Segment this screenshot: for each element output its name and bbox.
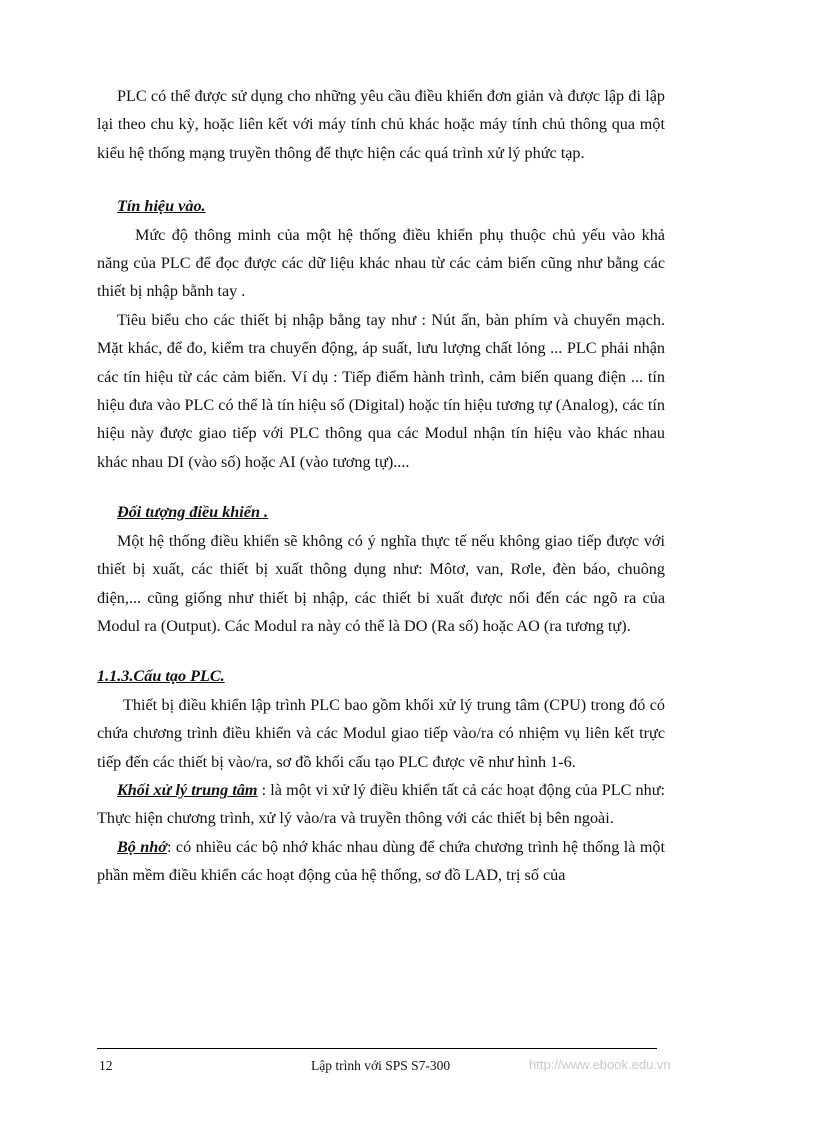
input-signal-heading-text: Tín hiệu vào [117,197,202,216]
cpu-lead-term: Khối xử lý trung tâm [117,780,258,799]
input-signal-heading: Tín hiệu vào. [117,197,206,216]
intro-paragraph: PLC có thể được sử dụng cho những yêu cầu điều khiển đơn giản và được lập đi lập lại theo chu kỳ, hoặc liên kết với máy tính chủ khác hoặc máy tính chủ thông qua một kiểu hệ thống mạng truyền thông để thực hiện các quá trình xử lý phức tạp. [97,87,665,162]
page-footer [97,1048,671,1073]
output-object-paragraph: Một hệ thống điều khiển sẽ không có ý nghĩa thực tế nếu không giao tiếp được với thiết bị xuất, các thiết bị xuất thông dụng như: Môtơ, van, Rơle, đèn báo, chuông điện,... cũng giống như thiết bị nhập, các thiết bi xuất được nối đến các ngõ ra của Modul ra (Output). Các Modul ra này có thể là DO (Ra số) hoặc AO (ra tương tự). [97,531,665,635]
cpu-paragraph: Khối xử lý trung tâm : là một vi xử lý điều khiển tất cả các hoạt động của PLC như: Thực hiện chương trình, xử lý vào/ra và truyền thông với các thiết bị bên ngoài. [97,780,665,828]
plc-structure-paragraph: Thiết bị điều khiển lập trình PLC bao gồm khối xử lý trung tâm (CPU) trong đó có chứa chương trình điều khiển và các Modul giao tiếp vào/ra có nhiệm vụ liên kết trực tiếp đến các thiết bị vào/ra, sơ đồ khối cấu tạo PLC được vẽ như hình 1-6. [97,695,665,771]
memory-paragraph: Bộ nhớ: có nhiều các bộ nhớ khác nhau dùng để chứa chương trình hệ thống là một phần mềm điều khiển các hoạt động của hệ thống, sơ đồ LAD, trị số của [97,837,666,885]
plc-structure-heading: 1.1.3.Cấu tạo PLC. [97,667,225,686]
footer-title: Lập trình với SPS S7-300 [311,1058,451,1073]
input-signal-paragraph-1: Mức độ thông minh của một hệ thống điều khiển phụ thuộc chủ yếu vào khả năng của PLC để đọc được các dữ liệu khác nhau từ các cảm biến cũng như bằng các thiết bị nhập bằnh tay . [97,225,665,301]
page-number: 12 [99,1058,113,1073]
memory-lead-term: Bộ nhớ [117,837,167,856]
output-object-heading: Đối tượng điều khiển . [117,503,269,522]
watermark-url: http://www.ebook.edu.vn [529,1057,671,1072]
input-signal-paragraph-2: Tiêu biểu cho các thiết bị nhập bằng tay như : Nút ấn, bàn phím và chuyển mạch. Mặt khác, để đo, kiểm tra chuyển động, áp suất, lưu lượng chất lỏng ... PLC phải nhận các tín hiệu từ các cảm biến. Ví dụ : Tiếp điểm hành trình, cảm biến quang điện ... tín hiệu đưa vào PLC có thể là tín hiệu số (Digital) hoặc tín hiệu tương tự (Analog), các tín hiệu này được giao tiếp với PLC thông qua các Modul nhận tín hiệu vào khác nhau khác nhau DI (vào số) hoặc AI (vào tương tự).... [97,310,665,471]
output-object-heading-text: Đối tượng điều khiển [117,503,260,522]
document-body [97,82,665,890]
